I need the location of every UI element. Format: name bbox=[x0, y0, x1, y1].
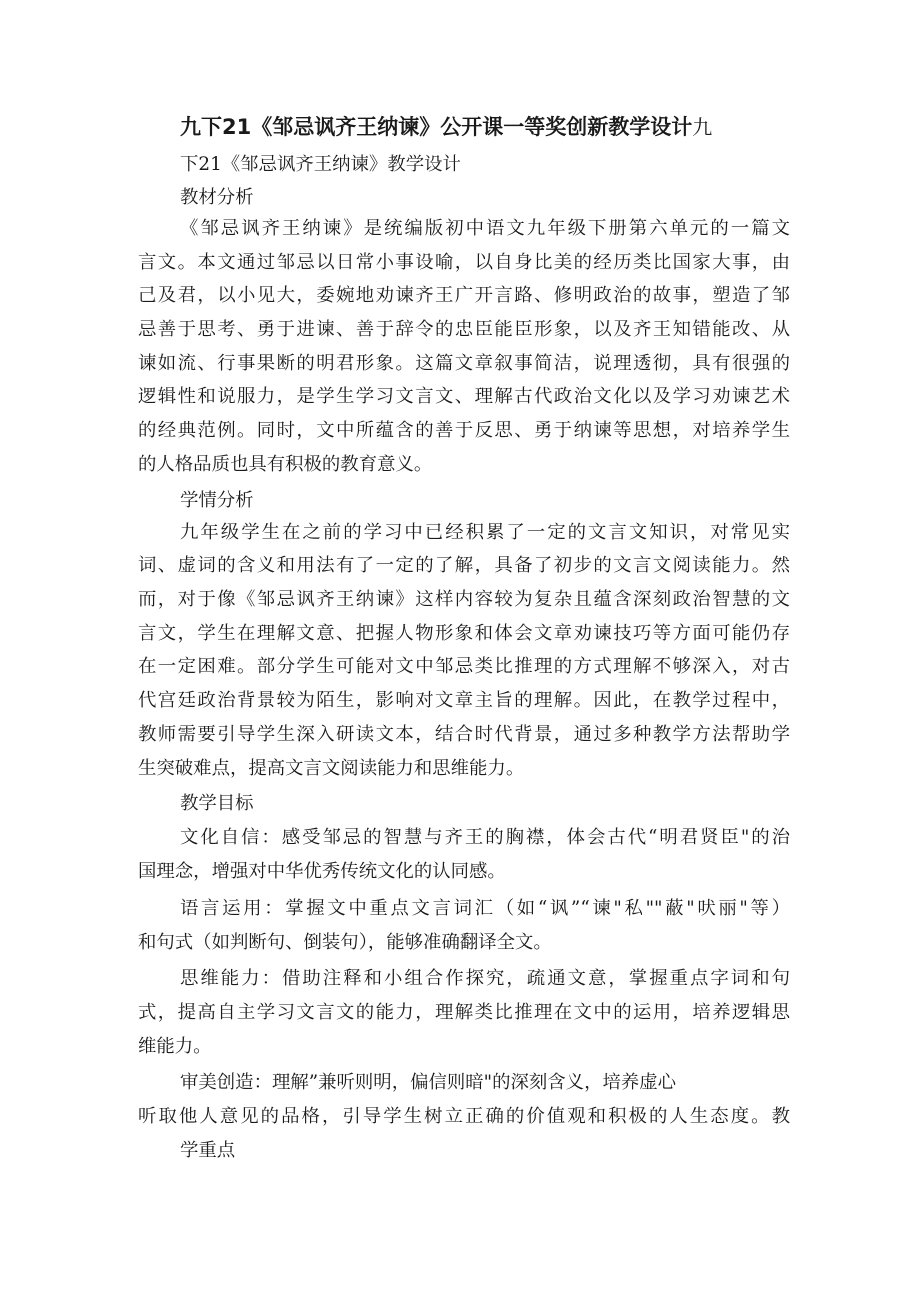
goal-line: 听取他人意见的品格，引导学生树立正确的价值观和积极的人生态度。教 bbox=[138, 1106, 790, 1127]
para-line: 逻辑性和说服力，是学生学习文言文、理解古代政治文化以及学习劝谏艺术 bbox=[138, 386, 790, 407]
para-line: 的人格品质也具有积极的教育意义。 bbox=[138, 454, 433, 475]
para-line: 言文。本文通过邹忌以日常小事设喻，以自身比美的经历类比国家大事，由 bbox=[138, 252, 790, 273]
para-line: 的经典范例。同时，文中所蕴含的善于反思、勇于纳谏等思想，对培养学生 bbox=[138, 420, 790, 441]
goal-line: 维能力。 bbox=[138, 1036, 212, 1057]
para-line: 己及君，以小见大，委婉地劝谏齐王广开言路、修明政治的故事，塑造了邹 bbox=[138, 285, 790, 306]
para-line: 教师需要引导学生深入研读文本，结合时代背景，通过多种教学方法帮助学 bbox=[138, 724, 790, 745]
para-line: 忌善于思考、勇于进谏、善于辞令的忠臣能臣形象，以及齐王知错能改、从 bbox=[138, 319, 790, 340]
para-line: 代宫廷政治背景较为陌生，影响对文章主旨的理解。因此，在教学过程中， bbox=[138, 690, 790, 711]
document-title bbox=[180, 114, 712, 140]
para-line: 九年级学生在之前的学习中已经积累了一定的文言文知识，对常见实 bbox=[180, 522, 790, 543]
para-line: 言文，学生在理解文意、把握人物形象和体会文章劝谏技巧等方面可能仍存 bbox=[138, 623, 790, 644]
goal-line: 语言运用：掌握文中重点文言词汇（如“讽”“谏"私""蔽"吠丽"等） bbox=[180, 898, 790, 919]
goal-line: 审美创造：理解”兼听则明，偏信则暗"的深刻含义，培养虚心 bbox=[180, 1072, 677, 1093]
para-line: 而，对于像《邹忌讽齐王纳谏》这样内容较为复杂且蕴含深刻政治智慧的文 bbox=[138, 589, 790, 610]
para-line: 在一定困难。部分学生可能对文中邹忌类比推理的方式理解不够深入，对古 bbox=[138, 656, 790, 677]
heading-teaching-focus: 学重点 bbox=[180, 1140, 236, 1161]
para-line: 生突破难点，提高文言文阅读能力和思维能力。 bbox=[138, 758, 525, 779]
goal-line: 和句式（如判断句、倒装句），能够准确翻译全文。 bbox=[138, 932, 552, 953]
title-main: 九下21《邹忌讽齐王纳谏》公开课一等奖创新教学设计 bbox=[180, 115, 693, 139]
goal-line: 文化自信：感受邹忌的智慧与齐王的胸襟，体会古代“明君贤臣"的治 bbox=[180, 827, 790, 848]
para-line: 词、虚词的含义和用法有了一定的了解，具备了初步的文言文阅读能力。然 bbox=[138, 555, 790, 576]
heading-textbook-analysis: 教材分析 bbox=[180, 187, 254, 208]
goal-line: 思维能力：借助注释和小组合作探究，疏通文意，掌握重点字词和句 bbox=[180, 968, 790, 989]
para-line: 《邹忌讽齐王纳谏》是统编版初中语文九年级下册第六单元的一篇文 bbox=[180, 218, 790, 239]
goal-line: 式，提高自主学习文言文的能力，理解类比推理在文中的运用，培养逻辑思 bbox=[138, 1002, 790, 1023]
para-line: 谏如流、行事果断的明君形象。这篇文章叙事简洁，说理透彻，具有很强的 bbox=[138, 353, 790, 374]
document-subtitle: 下21《邹忌讽齐王纳谏》教学设计 bbox=[180, 154, 461, 175]
heading-teaching-goals: 教学目标 bbox=[180, 793, 254, 814]
heading-student-analysis: 学情分析 bbox=[180, 490, 254, 511]
title-tail: 九 bbox=[692, 115, 713, 139]
goal-line: 国理念，增强对中华优秀传统文化的认同感。 bbox=[138, 861, 506, 882]
